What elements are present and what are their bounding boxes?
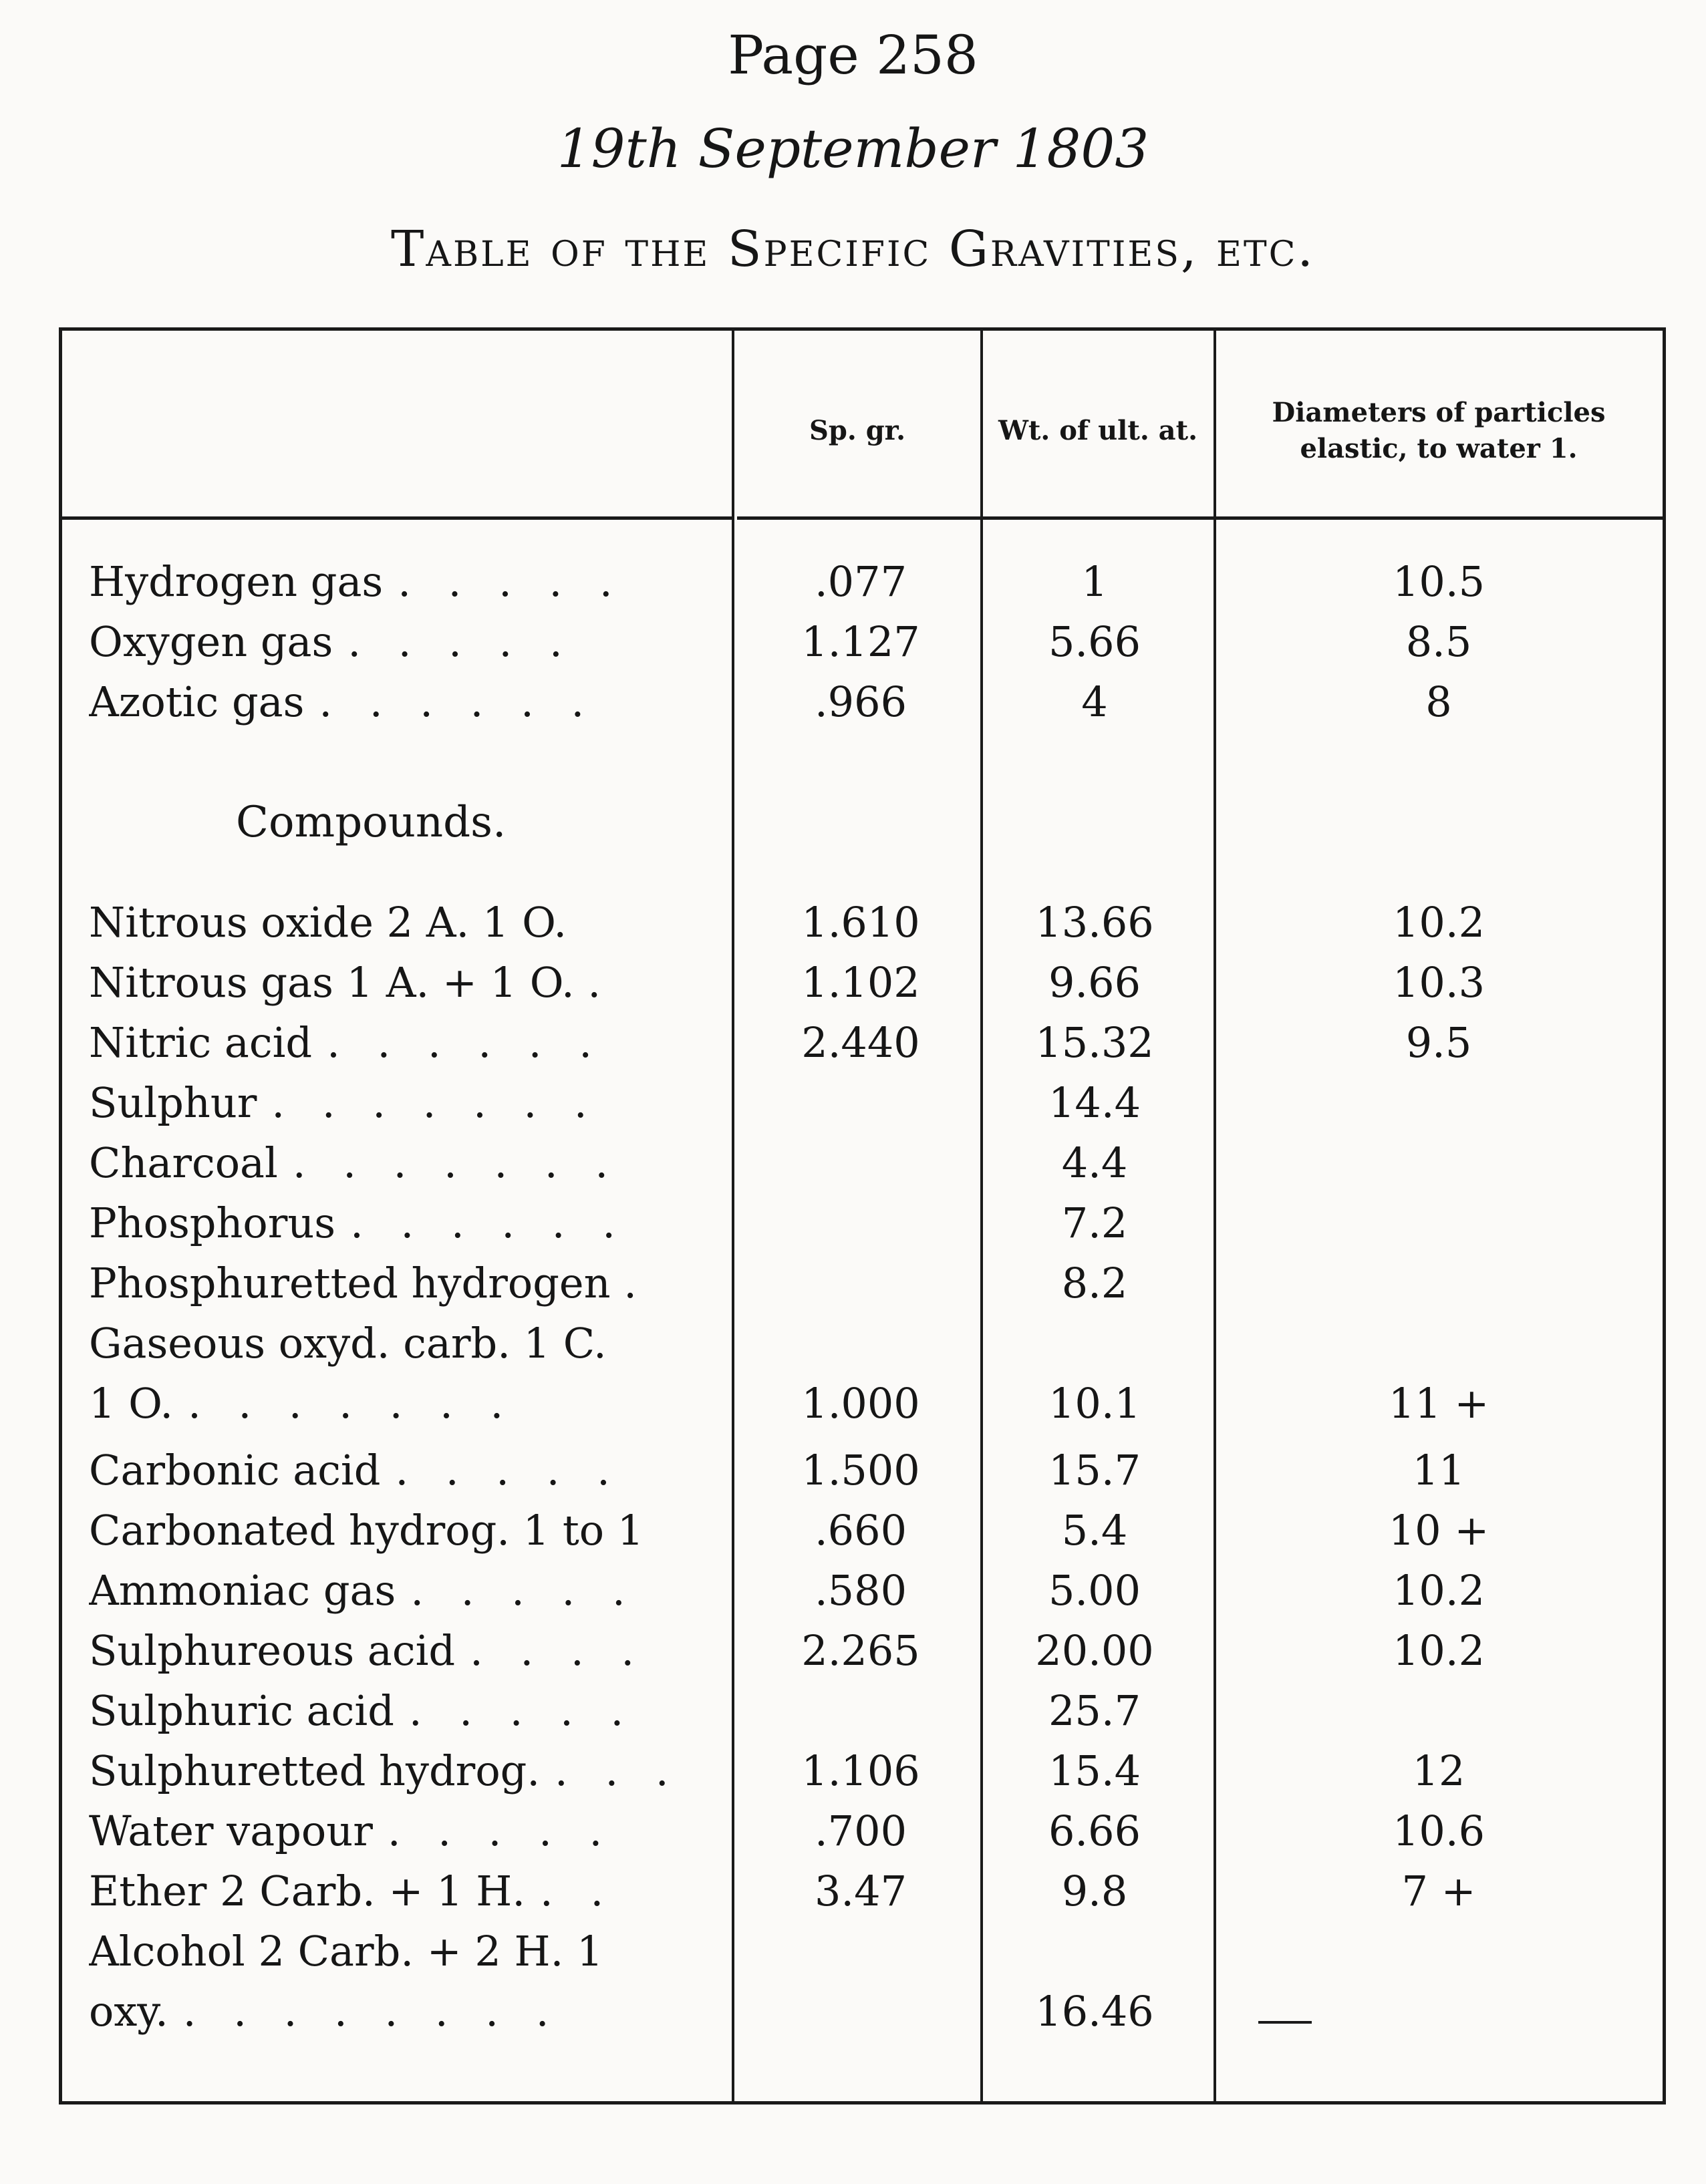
atomic-weight-value: 16.46	[1035, 1987, 1154, 2036]
table-title: Table of the Specific Gravities, etc.	[391, 220, 1315, 278]
specific-gravity-value: 1.127	[801, 617, 920, 666]
atomic-weight-value: 1	[1081, 557, 1108, 606]
diameter-value: 10.2	[1392, 1626, 1485, 1675]
atomic-weight-value: 4.4	[1061, 1138, 1128, 1187]
atomic-weight-value: 8.2	[1061, 1259, 1128, 1307]
diameter-value: 8.5	[1405, 617, 1472, 666]
table-row	[62, 1921, 1663, 1982]
table-row	[62, 1193, 1663, 1254]
table-row	[62, 892, 1663, 953]
specific-gravity-value: 3.47	[814, 1867, 907, 1915]
atomic-weight-value: 9.66	[1048, 958, 1141, 1007]
diameter-value: 10.6	[1392, 1807, 1485, 1855]
diameter-value	[1232, 1313, 1646, 1374]
atomic-weight-value: 13.66	[1035, 898, 1154, 947]
specific-gravity-value	[750, 1132, 971, 1194]
atomic-weight-value: 7.2	[1061, 1199, 1128, 1247]
specific-gravity-value: 1.102	[801, 958, 920, 1007]
table-row	[62, 1740, 1663, 1802]
atomic-weight-value	[984, 1921, 1205, 1982]
dot-leader: . . . . .	[408, 1686, 636, 1735]
specific-gravity-value	[750, 1072, 971, 1134]
diameter-value	[1232, 1072, 1646, 1134]
substance-name: Phosphorus	[89, 1199, 336, 1247]
atomic-weight-value: 15.7	[1048, 1446, 1141, 1495]
table-row	[62, 1440, 1663, 1501]
header-rule	[737, 516, 1663, 520]
diameter-value: 10.3	[1392, 958, 1485, 1007]
dot-leader: . . . . . . .	[292, 1138, 621, 1187]
specific-gravity-value: 2.440	[801, 1018, 920, 1067]
diameter-value	[1232, 1193, 1646, 1254]
substance-name: Gaseous oxyd. carb. 1 C.	[89, 1319, 607, 1368]
table-row	[62, 1680, 1663, 1742]
atomic-weight-value: 5.00	[1048, 1566, 1141, 1615]
substance-name: Nitric acid	[89, 1018, 313, 1067]
atomic-weight-value: 15.4	[1048, 1746, 1141, 1795]
atomic-weight-value: 9.8	[1061, 1867, 1128, 1915]
substance-name: Alcohol 2 Carb. + 2 H. 1	[89, 1927, 603, 1976]
diameter-value: 7 +	[1401, 1867, 1476, 1915]
substance-name: 1 O.	[89, 1379, 174, 1428]
atomic-weight-value: 4	[1081, 677, 1108, 726]
substance-name: Hydrogen gas	[89, 557, 384, 606]
column-header-diameter: Diameters of particles elastic, to water 1.	[1272, 397, 1606, 464]
substance-name: Sulphureous acid	[89, 1626, 456, 1675]
header-rule	[62, 516, 732, 520]
atomic-weight-value: 5.66	[1048, 617, 1141, 666]
specific-gravity-value: .580	[814, 1566, 907, 1615]
dot-leader: . . . . .	[410, 1566, 637, 1615]
substance-name: Ammoniac gas	[89, 1566, 396, 1615]
diameter-value	[1232, 1680, 1646, 1742]
table-row	[62, 1801, 1663, 1862]
substance-name: Carbonic acid	[89, 1446, 381, 1495]
table-row	[62, 952, 1663, 1013]
specific-gravity-value: .660	[814, 1506, 907, 1555]
atomic-weight-value: 20.00	[1035, 1626, 1154, 1675]
specific-gravity-value: 1.610	[801, 898, 920, 947]
table-row	[62, 1981, 1663, 2042]
table-row	[62, 1560, 1663, 1621]
substance-name: Ether 2 Carb. + 1 H.	[89, 1867, 526, 1915]
table-row	[62, 1313, 1663, 1374]
substance-name: oxy.	[89, 1987, 168, 2036]
substance-name: Sulphur	[89, 1078, 257, 1127]
table-row	[62, 1253, 1663, 1314]
table-row	[62, 1012, 1663, 1074]
substance-name: Nitrous gas 1 A. + 1 O. .	[89, 958, 601, 1007]
dot-leader: . . . . . . . .	[182, 1987, 561, 2036]
column-header-specific-gravity: Sp. gr.	[809, 415, 905, 446]
substance-name: Water vapour	[89, 1807, 373, 1855]
table-row	[62, 1132, 1663, 1194]
diameter-value: 10.2	[1392, 1566, 1485, 1615]
atomic-weight-value	[984, 1313, 1205, 1374]
dot-leader: . . . . . .	[327, 1018, 604, 1067]
specific-gravity-value: .966	[814, 677, 907, 726]
dot-leader: . . . . .	[398, 557, 625, 606]
dot-leader: . . . . .	[347, 617, 575, 666]
specific-gravity-value: 1.000	[801, 1379, 920, 1428]
atomic-weight-value: 15.32	[1035, 1018, 1154, 1067]
specific-gravity-value: .077	[814, 557, 907, 606]
substance-name: Sulphuric acid	[89, 1686, 394, 1735]
entry-date: 19th September 1803	[557, 118, 1149, 180]
diameter-value: 10 +	[1388, 1506, 1489, 1555]
atomic-weight-value: 25.7	[1048, 1686, 1141, 1735]
substance-name: Charcoal	[89, 1138, 278, 1187]
specific-gravity-value	[750, 1921, 971, 1982]
diameter-value: 11 +	[1388, 1379, 1489, 1428]
column-header-weight: Wt. of ult. at.	[998, 415, 1197, 446]
atomic-weight-value: 10.1	[1048, 1379, 1141, 1428]
specific-gravity-value	[750, 1981, 971, 2042]
dot-leader: . .	[540, 1867, 616, 1915]
dot-leader: . . . . . .	[319, 677, 597, 726]
table-row	[62, 611, 1663, 673]
specific-gravity-value	[750, 1193, 971, 1254]
table-row	[62, 1861, 1663, 1922]
specific-gravity-value	[750, 1253, 971, 1314]
dot-leader: . . . . .	[395, 1446, 622, 1495]
diameter-value: 8	[1425, 677, 1452, 726]
dot-leader: . . . . .	[387, 1807, 615, 1855]
dot-leader: . . . .	[470, 1626, 647, 1675]
substance-name: Nitrous oxide 2 A. 1 O.	[89, 898, 567, 947]
atomic-weight-value: 14.4	[1048, 1078, 1141, 1127]
specific-gravity-value	[750, 1313, 971, 1374]
diameter-value	[1232, 1981, 1646, 2042]
diameter-value: 10.5	[1392, 557, 1485, 606]
specific-gravity-value	[750, 1680, 971, 1742]
dot-leader: . . . . . . .	[188, 1379, 516, 1428]
dot-leader: . . .	[555, 1746, 681, 1795]
substance-name: Carbonated hydrog. 1 to 1	[89, 1506, 644, 1555]
specific-gravity-value: .700	[814, 1807, 907, 1855]
page-number: Page 258	[728, 24, 978, 86]
table-row	[62, 671, 1663, 733]
dot-leader: . . . . . . .	[271, 1078, 599, 1127]
gravities-table	[59, 327, 1666, 2104]
table-row	[62, 1620, 1663, 1682]
dash-mark	[1258, 2021, 1312, 2024]
specific-gravity-value: 1.106	[801, 1746, 920, 1795]
table-row	[62, 1072, 1663, 1134]
substance-name: Phosphuretted hydrogen .	[89, 1259, 637, 1307]
table-row	[62, 551, 1663, 613]
table-row	[62, 1373, 1663, 1434]
substance-name: Sulphuretted hydrog.	[89, 1746, 541, 1795]
diameter-value	[1232, 1921, 1646, 1982]
table-row	[62, 1500, 1663, 1561]
diameter-value: 9.5	[1405, 1018, 1472, 1067]
atomic-weight-value: 5.4	[1061, 1506, 1128, 1555]
substance-name: Oxygen gas	[89, 617, 333, 666]
substance-name: Azotic gas	[89, 677, 305, 726]
diameter-value: 11	[1412, 1446, 1465, 1495]
specific-gravity-value: 2.265	[801, 1626, 920, 1675]
diameter-value: 12	[1412, 1746, 1465, 1795]
diameter-value: 10.2	[1392, 898, 1485, 947]
diameter-value	[1232, 1253, 1646, 1314]
atomic-weight-value: 6.66	[1048, 1807, 1141, 1855]
dot-leader: . . . . . .	[350, 1199, 627, 1247]
specific-gravity-value: 1.500	[801, 1446, 920, 1495]
section-label: Compounds.	[236, 798, 507, 847]
diameter-value	[1232, 1132, 1646, 1194]
